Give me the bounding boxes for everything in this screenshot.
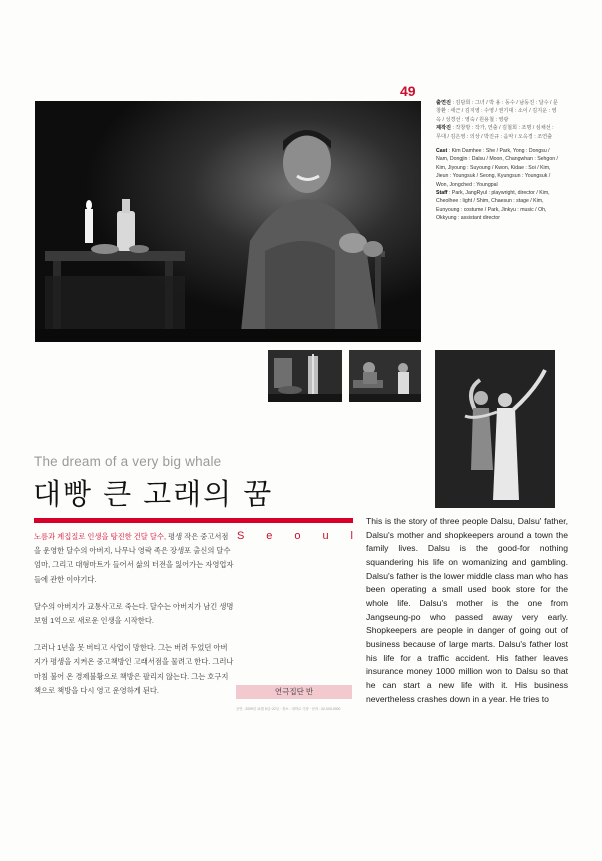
page-number: 49 [400, 83, 416, 99]
fine-print: 공연 : 2009년 11월 5일~22일 · 장소 : 대학로 극장 · 문의 : 02-000-0000 [236, 707, 341, 711]
main-performance-photo [35, 101, 421, 342]
en-cast-list: : Kim Damhee : She / Park, Yong : Dongsu / Nam, Dongjin : Dalsu / Moon, Changwhan : Sehgon / Kim, Jiyoung : Suyoung / Kwon, Kidae : Soi / Kim, Jieun : Youngsuk / Seong, Kyungsun : Youngsuk / Won, Jongched : Youngpal [436, 148, 558, 188]
stage-scene-photo [268, 350, 342, 402]
title-korean: 대빵 큰 고래의 꿈 [33, 479, 274, 511]
en-cast-label: Cast [436, 148, 448, 155]
kr-staff-list: 작창방 : 작가, 연출 / 김철희 : 조명 / 심채선 : 무대 / 김은영 : 의상 / 박진규 : 음악 / 오옥경 : 조연출 [436, 125, 554, 140]
english-synopsis: This is the story of three people Dalsu, Dalsu' father, Dalsu's mother and shopkeepers around a town the family lives. Dalsu is the good-for nothing squandering his life on womanizing and gambling. Dalsu's father is the lower middle class man who has been operating a small used book store for the whole life. Dalsu's mother is the one from Jangseung-po who passed away very early. Shopkeepers are people in danger of going out of business because of large marts. Dalsu's father lost his life for a traffic accident. His father leaves insurance money 1000 million won to Dalsu so that he can start a new life with it. His business nevertheless crashes down in a year. He tries to [366, 516, 568, 704]
en-staff-label: Staff [436, 190, 448, 197]
city-letter: S [237, 530, 245, 542]
en-staff-list: : Park, JangRyul : playwright, director / Kim, Cheolhee : light / Shim, Chaesun : stage / Kim, Eunyoung : costume / Park, Jinkyu : music / Oh, Okkyung : assistant director [436, 190, 550, 222]
korean-synopsis [34, 530, 234, 711]
dancers-photo [435, 350, 555, 508]
korean-p1-rest: 평생 작은 중고서점을 운영한 달수의 아버지, 나무나 영락 족은 장생포 출신의 달수 엄마, 그리고 대형마트가 들어서 삶의 터전을 잃어가는 자영업자들에 관한 이야기다. [34, 532, 234, 584]
title-english: The dream of a very big whale [34, 454, 222, 469]
city-letter: o [294, 530, 301, 542]
red-divider [34, 518, 353, 523]
korean-paragraph-1 [34, 530, 234, 587]
city-letter: l [350, 530, 353, 542]
city-letter: u [322, 530, 329, 542]
korean-highlight: 노름과 계집질로 인생을 탕진한 건달 달수, [34, 532, 166, 541]
kr-cast-list: 김담희 : 그녀 / 박 용 : 동수 / 남동진 : 달수 / 문창환 : 세근 / 김지영 : 수영 / 권기대 : 소이 / 김지운 : 영옥 / 성경선 : 영숙 / 원용철 : 영광 [436, 100, 558, 123]
credits-block: 출연진 : 김담희 : 그녀 / 박 용 : 동수 / 남동진 : 달수 / 문창환 : 세근 / 김지영 : 수영 / 권기대 : 소이 / 김지운 : 영옥 / 성경선 : 영숙 / 원용철 : 영광 제작진 : 작창방 : 작가, 연출 / 김철희 : 조명 / 심채선 : 무대 / 김은영 : 의상 / 박진규 : 음악 / 오옥경 : 조연출 Cast : Kim Damhee : She / Park, Yong : Dongsu / Nam, Dongjin : Dalsu / Moon, Changwhan : Sehgon / Kim, Jiyoung : Suyoung / Kwon, Kidae : Soi / Kim, Jieun : Youngsuk / Seong, Kyungsun : Youngsuk / Won, Jongched : Youngpal Staff : Park, JangRyul : playwright, director / Kim, Cheolhee : light / Shim, Chaesun : stage / Kim, Eunyoung : costume / Park, Jinkyu : music / Oh, Okkyung : assistant director [436, 100, 558, 222]
city-label [237, 530, 353, 542]
city-letter: e [266, 530, 273, 542]
table-scene-photo [349, 350, 421, 402]
korean-paragraph-3: 그러나 1년을 못 버티고 사업이 망한다. 그는 버려 두었던 아버지가 평생을 지켜온 중고책방인 고래서점을 물려고 한다. 그러나 마침 불어 온 경제불황으로 책방은 팔리지 않는다. 그는 호구지책으로 책방을 다시 영고 운영하게 된다. [34, 643, 234, 695]
korean-paragraph-2: 달수의 아버지가 교통사고로 죽는다. 달수는 아버지가 남긴 생명보험 1억으로 새로운 인생을 시작한다. [34, 601, 234, 626]
kr-staff-label: 제작진 [436, 125, 452, 132]
company-name-box: 연극집단 반 [236, 685, 352, 699]
kr-cast-label: 출연진 [436, 100, 452, 106]
